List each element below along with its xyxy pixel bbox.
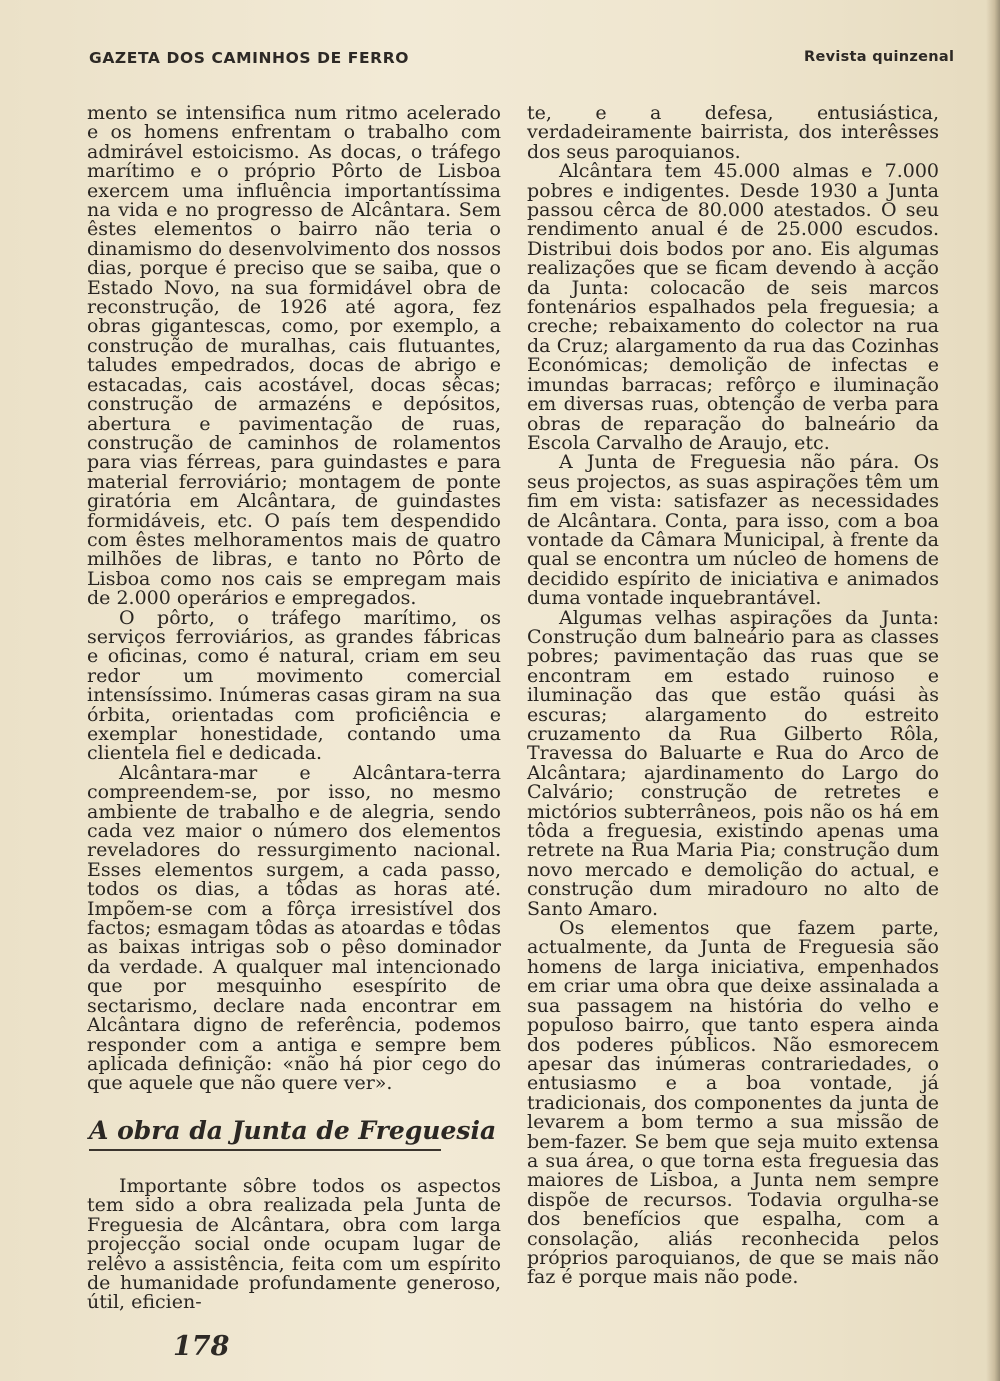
journal-title: GAZETA DOS CAMINHOS DE FERRO	[89, 49, 410, 67]
section-body-text	[87, 1177, 501, 1313]
right-paragraph: te, e a defesa, entusiástica, verdadeiramente bairrista, dos interêsses dos seus paroquianos.	[527, 102, 939, 163]
page-number: 178	[173, 1331, 230, 1362]
right-paragraph: Alcântara tem 45.000 almas e 7.000 pobres e indigentes. Desde 1930 a Junta passou cêrca de 80.000 atestados. O seu rendimento anual é de 25.000 escudos. Distribui dois bodos por ano. Eis algumas realizações que se ficam devendo à acção da Junta: colocacão de seis marcos fontenários espalhados pela freguesia; a creche; rebaixamento do colector na rua da Cruz; alargamento da rua das Cozinhas Económicas; demolição de infectas e imundas barracas; refôrço e iluminação em diversas ruas, obtenção de verba para obras de reparação do balneário da Escola Carvalho de Araujo, etc.	[527, 160, 939, 454]
right-paragraph: Algumas velhas aspirações da Junta: Construção dum balneário para as classes pobres; pavimentação das ruas que se encontram em estado ruinoso e iluminação das que estão quási às escuras; alargamento do estreito cruzamento da Rua Gilberto Rôla, Travessa do Baluarte e Rua do Arco de Alcântara; ajardinamento do Largo do Calvário; construção de retretes e mictórios subterrâneos, pois não os há em tôda a freguesia, existindo apenas uma retrete na Rua Maria Pia; construção dum novo mercado e demolição do actual, e construção dum miradouro no alto de Santo Amaro.	[527, 606, 939, 920]
section-heading: A obra da Junta de Freguesia	[89, 1116, 497, 1145]
page-edge-shadow	[986, 0, 1000, 1381]
right-paragraph: A Junta de Freguesia não pára. Os seus projectos, as suas aspirações têm um fim em vista: satisfazer as necessidades de Alcântara. Conta, para isso, com a boa vontade da Câmara Municipal, à frente da qual se encontra um núcleo de homens de decidido espírito de iniciativa e animados duma vontade inquebrantável.	[527, 451, 939, 610]
journal-frequency: Revista quinzenal	[804, 49, 955, 65]
left-paragraph: mento se intensifica num ritmo acelerado e os homens enfrentam o trabalho com admirável estoicismo. As docas, o tráfego marítimo e o próprio Pôrto de Lisboa exercem uma influência importantíssima na vida e no progresso de Alcântara. Sem êstes elementos o bairro não teria o dinamismo do desenvolvimento dos nossos dias, porque é preciso que se saiba, que o Estado Novo, na sua formidável obra de reconstrução, de 1926 até agora, fez obras gigantescas, como, por exemplo, a construção de muralhas, cais flutuantes, taludes empedrados, docas de abrigo e estacadas, cais acostável, docas sêcas; construção de armazéns e depósitos, abertura e pavimentação de ruas, construção de caminhos de rolamentos para vias férreas, para guindastes e para material ferroviário; montagem de ponte giratória em Alcântara, de guindastes formidáveis, etc. O país tem despendido com êstes melhoramentos mais de quatro milhões de libras, e tanto no Pôrto de Lisboa como nos cais se empregam mais de 2.000 operários e empregados.	[87, 102, 501, 610]
right-column-text	[527, 104, 939, 1288]
section-paragraph: Importante sôbre todos os aspectos tem sido a obra realizada pela Junta de Freguesia de Alcântara, obra com larga projecção social onde ocupam lugar de relêvo a assistência, feita com um espírito de humanidade profundamente generoso, útil, eficien-	[87, 1175, 501, 1314]
left-paragraph: Alcântara-mar e Alcântara-terra compreendem-se, por isso, no mesmo ambiente de trabalho e de alegria, sendo cada vez maior o número dos elementos reveladores do ressurgimento nacional. Esses elementos surgem, a cada passo, todos os dias, a tôdas as horas até. Impõem-se com a fôrça irresistível dos factos; esmagam tôdas as atoardas e tôdas as baixas intrigas sob o pêso dominador da verdade. A qualquer mal intencionado que por mesquinho esespírito de sectarismo, declare nada encontrar em Alcântara digno de referência, podemos responder com a antiga e sempre bem aplicada definição: «não há pior cego do que aquele que não quere ver».	[87, 761, 501, 1095]
right-paragraph: Os elementos que fazem parte, actualmente, da Junta de Freguesia são homens de larga iniciativa, empenhados em criar uma obra que deixe assinalada a sua passagem na história do velho e populoso bairro, que tanto espera ainda dos poderes públicos. Não esmorecem apesar das inúmeras contrariedades, o entusiasmo e a boa vontade, já tradicionais, dos componentes da junta de levarem a bom termo a sua missão de bem-fazer. Se bem que seja muito extensa a sua área, o que torna esta freguesia das maiores de Lisboa, a Junta nem sempre dispõe de recursos. Todavia orgulha-se dos benefícios que espalha, com a consolação, aliás reconhecida pelos próprios paroquianos, de que se mais não faz é porque mais não pode.	[527, 917, 939, 1289]
heading-underline	[89, 1149, 441, 1151]
left-paragraph: O pôrto, o tráfego marítimo, os serviços ferroviários, as grandes fábricas e oficinas, como é natural, criam em seu redor um movimento comercial intensíssimo. Inúmeras casas giram na sua órbita, orientadas com proficiência e exemplar honestidade, contando uma clientela fiel e dedicada.	[87, 606, 501, 765]
left-column-text	[87, 104, 501, 1094]
